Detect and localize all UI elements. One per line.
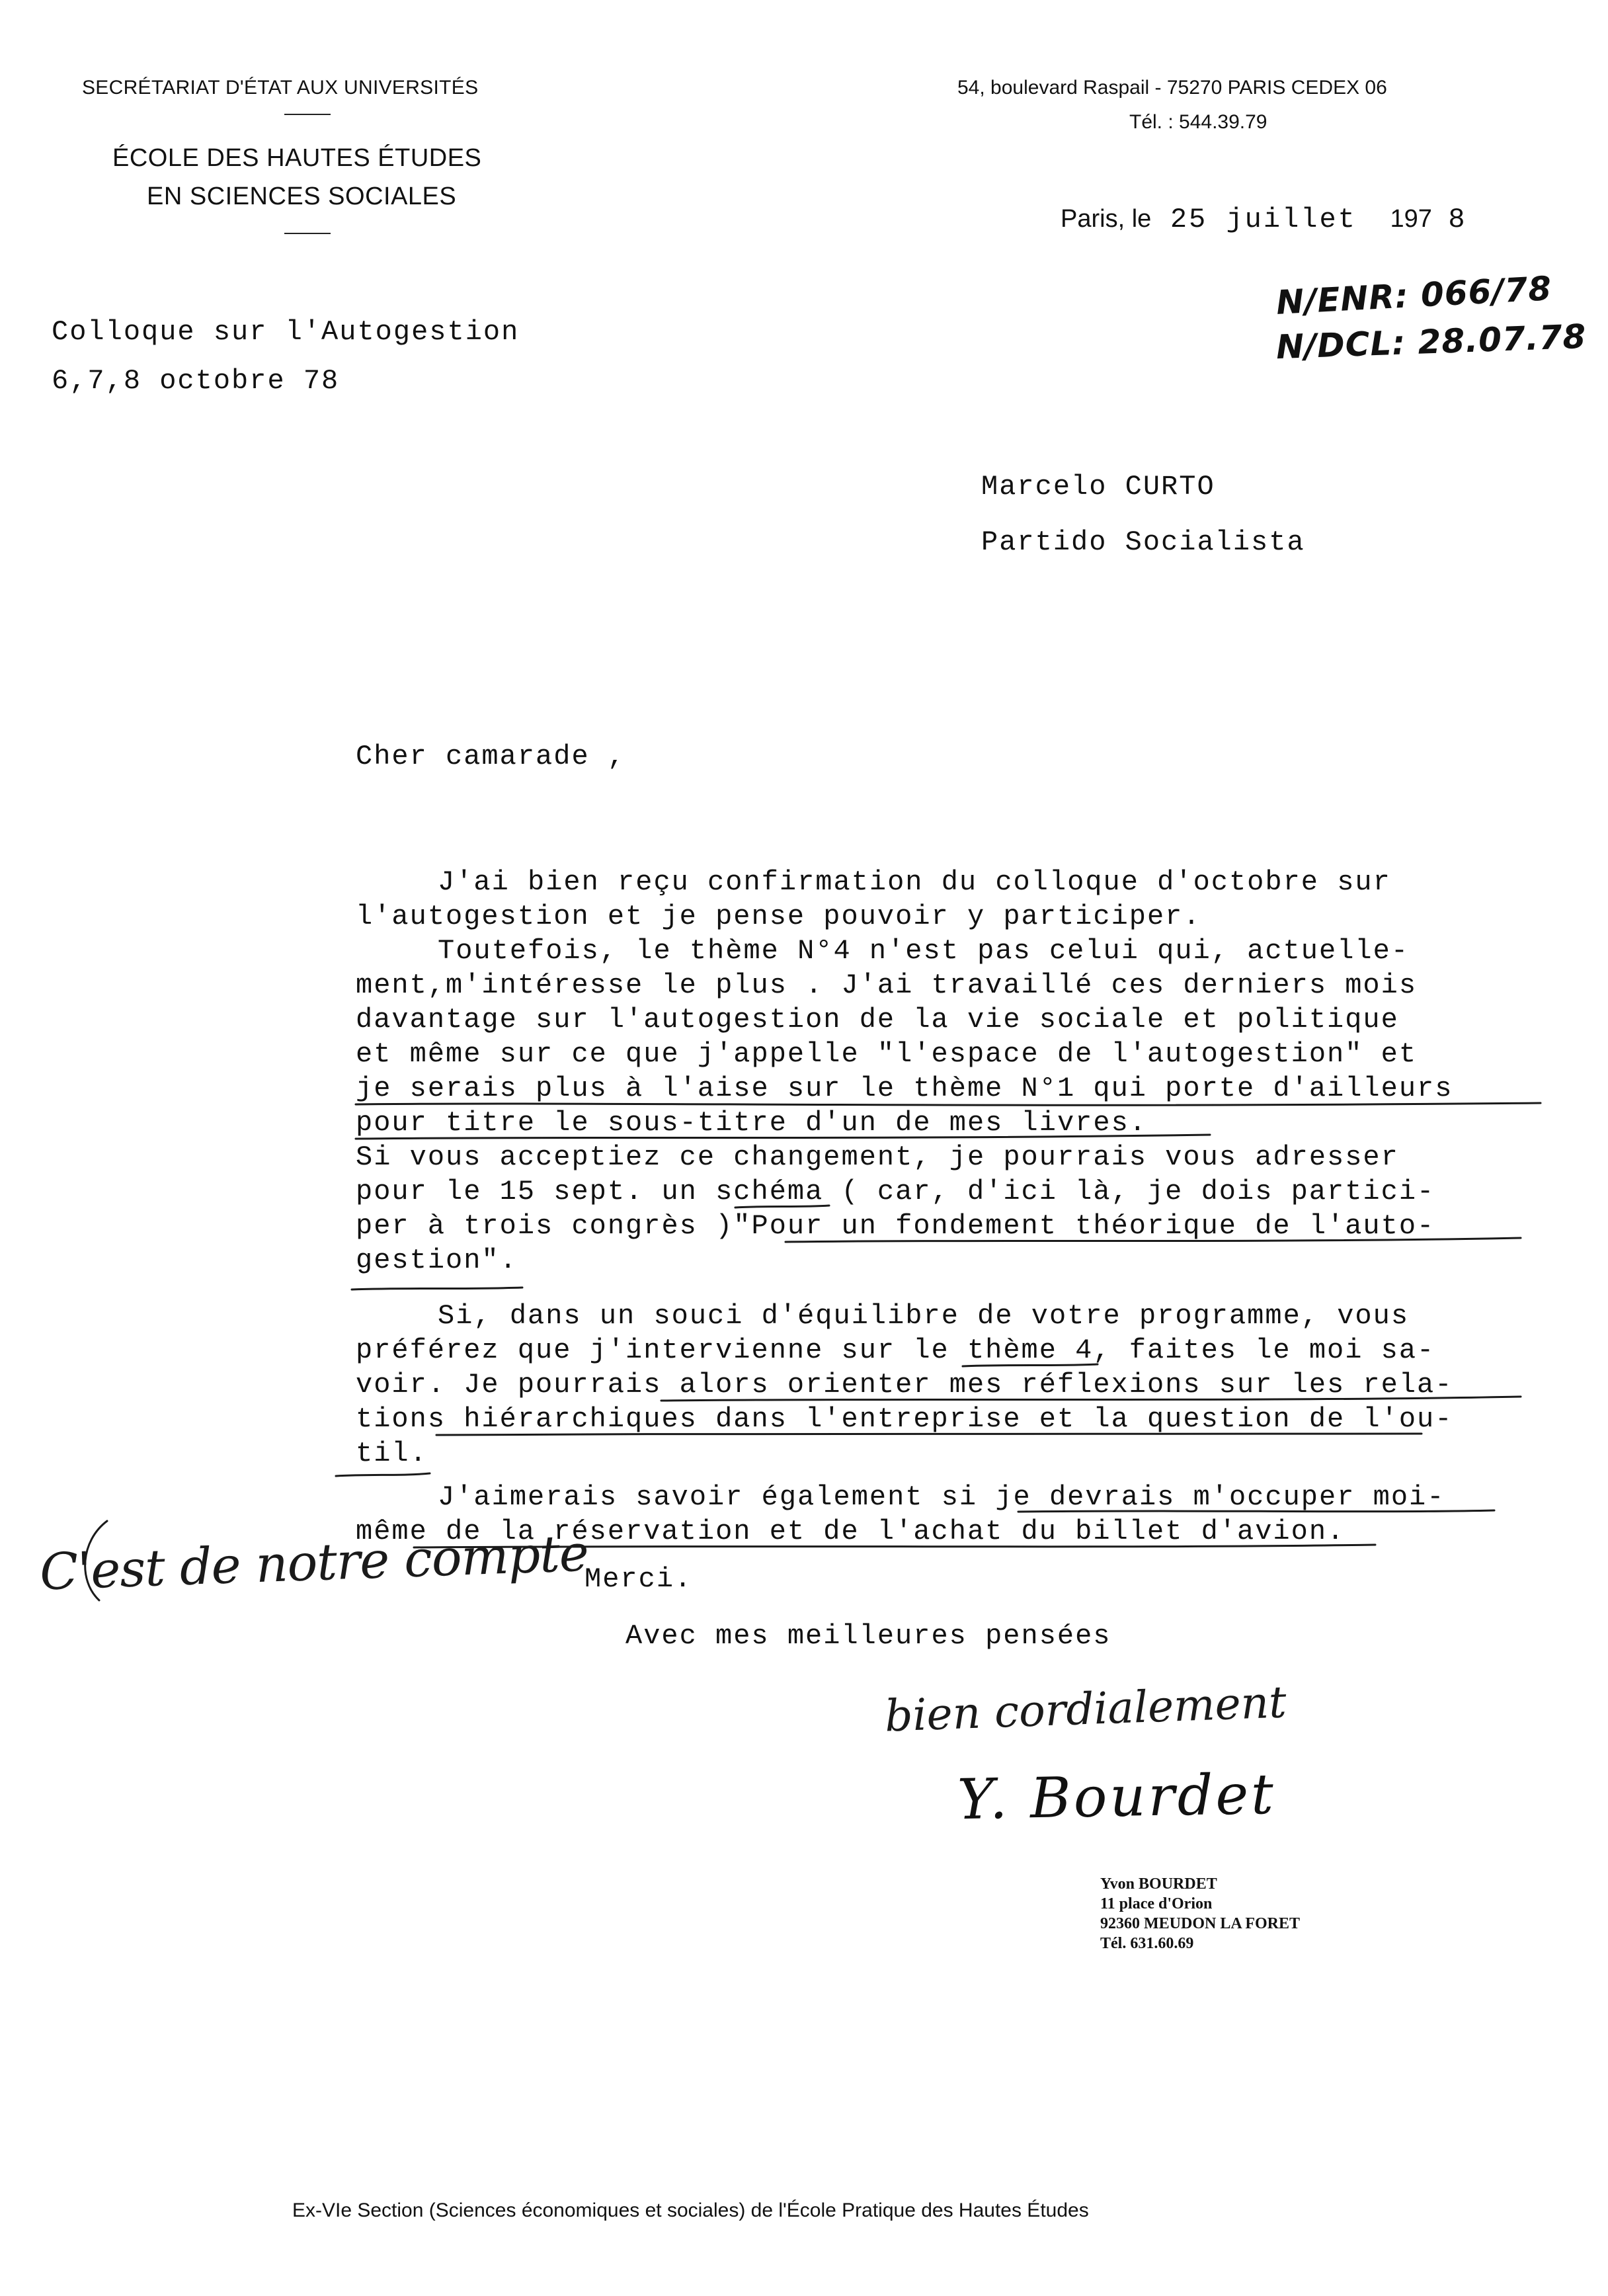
body-line: davantage sur l'autogestion de la vie sociale et politique [356,1004,1399,1036]
date-day-month: 25 juillet [1170,204,1357,235]
institution-phone: Tél. : 544.39.79 [1129,111,1267,133]
margin-note: C'est de notre compte [38,1523,590,1602]
sender-name: Yvon BOURDET [1100,1875,1217,1893]
body-line: pour le 15 sept. un schéma ( car, d'ici là, je dois partici- [356,1176,1435,1208]
salutation: Cher camarade , [356,741,626,772]
handwritten-reference-2: N/DCL: 28.07.78 [1275,317,1588,367]
underline-fondement [785,1238,1521,1242]
date-year-prefix: 197 [1390,205,1432,233]
body-line: til. [356,1438,428,1469]
school-name-line1: ÉCOLE DES HAUTES ÉTUDES [112,144,482,172]
body-line: J'aimerais savoir également si je devrais m'occuper moi- [438,1481,1445,1513]
body-line: préférez que j'intervienne sur le thème 4, faites le moi sa- [356,1334,1435,1366]
underline-billet [414,1545,1375,1547]
page-footer: Ex-VIe Section (Sciences économiques et sociales) de l'École Pratique des Hautes Études [292,2199,1089,2221]
subject-line1: Colloque sur l'Autogestion [52,316,520,348]
sender-phone: Tél. 631.60.69 [1100,1935,1194,1952]
body-line: même de la réservation et de l'achat du billet d'avion. [356,1516,1346,1547]
institution-address: 54, boulevard Raspail - 75270 PARIS CEDEX 06 [957,77,1387,99]
underline-sous-titre [356,1135,1210,1139]
body-line: tions hiérarchiques dans l'entreprise et la question de l'ou- [356,1403,1453,1435]
body-line: J'ai bien reçu confirmation du colloque d'octobre sur [438,866,1391,898]
closing-line: Avec mes meilleures pensées [625,1620,1111,1652]
body-line: per à trois congrès )"Pour un fondement théorique de l'auto- [356,1210,1435,1242]
underline-theme-4 [963,1364,1098,1366]
date-year-suffix: 8 [1448,204,1467,235]
body-line: Toutefois, le thème N°4 n'est pas celui qui, actuelle- [438,935,1410,967]
handwritten-reference-1: N/ENR: 066/78 [1275,269,1553,322]
body-line: Si, dans un souci d'équilibre de votre programme, vous [438,1300,1410,1332]
underline-gestion [352,1288,522,1290]
body-line: gestion". [356,1245,518,1276]
underline-theme-1 [356,1103,1541,1105]
body-line: je serais plus à l'aise sur le thème N°1 qui porte d'ailleurs [356,1073,1453,1104]
ministry-heading: SECRÉTARIAT D'ÉTAT AUX UNIVERSITÉS [82,77,479,99]
sender-city: 92360 MEUDON LA FORET [1100,1915,1301,1932]
sender-street: 11 place d'Orion [1100,1895,1213,1912]
underline-hierarchiques [436,1434,1422,1435]
underline-reservation [1018,1510,1494,1512]
handwritten-closing: bien cordialement [883,1676,1287,1742]
margin-bracket [85,1521,107,1600]
school-name-line2: EN SCIENCES SOCIALES [147,183,457,210]
body-line: et même sur ce que j'appelle "l'espace de l'autogestion" et [356,1038,1418,1070]
underline-reflexions [661,1397,1521,1401]
body-line: l'autogestion et je pense pouvoir y participer. [356,901,1201,932]
body-line: ment,m'intéresse le plus . J'ai travaillé ces derniers mois [356,969,1418,1001]
date-prefix: Paris, le [1061,205,1152,233]
merci-line: Merci. [584,1563,693,1595]
body-line: Si vous acceptiez ce changement, je pourrais vous adresser [356,1141,1399,1173]
underline-schema [735,1206,829,1208]
body-line: voir. Je pourrais alors orienter mes réflexions sur les rela- [356,1369,1453,1401]
body-line: pour titre le sous-titre d'un de mes livres. [356,1107,1147,1139]
signature: Y. Bourdet [957,1761,1277,1832]
recipient-party: Partido Socialista [981,526,1305,558]
underline-outil [336,1473,430,1476]
recipient-name: Marcelo CURTO [981,471,1215,503]
subject-line2: 6,7,8 octobre 78 [52,365,340,397]
